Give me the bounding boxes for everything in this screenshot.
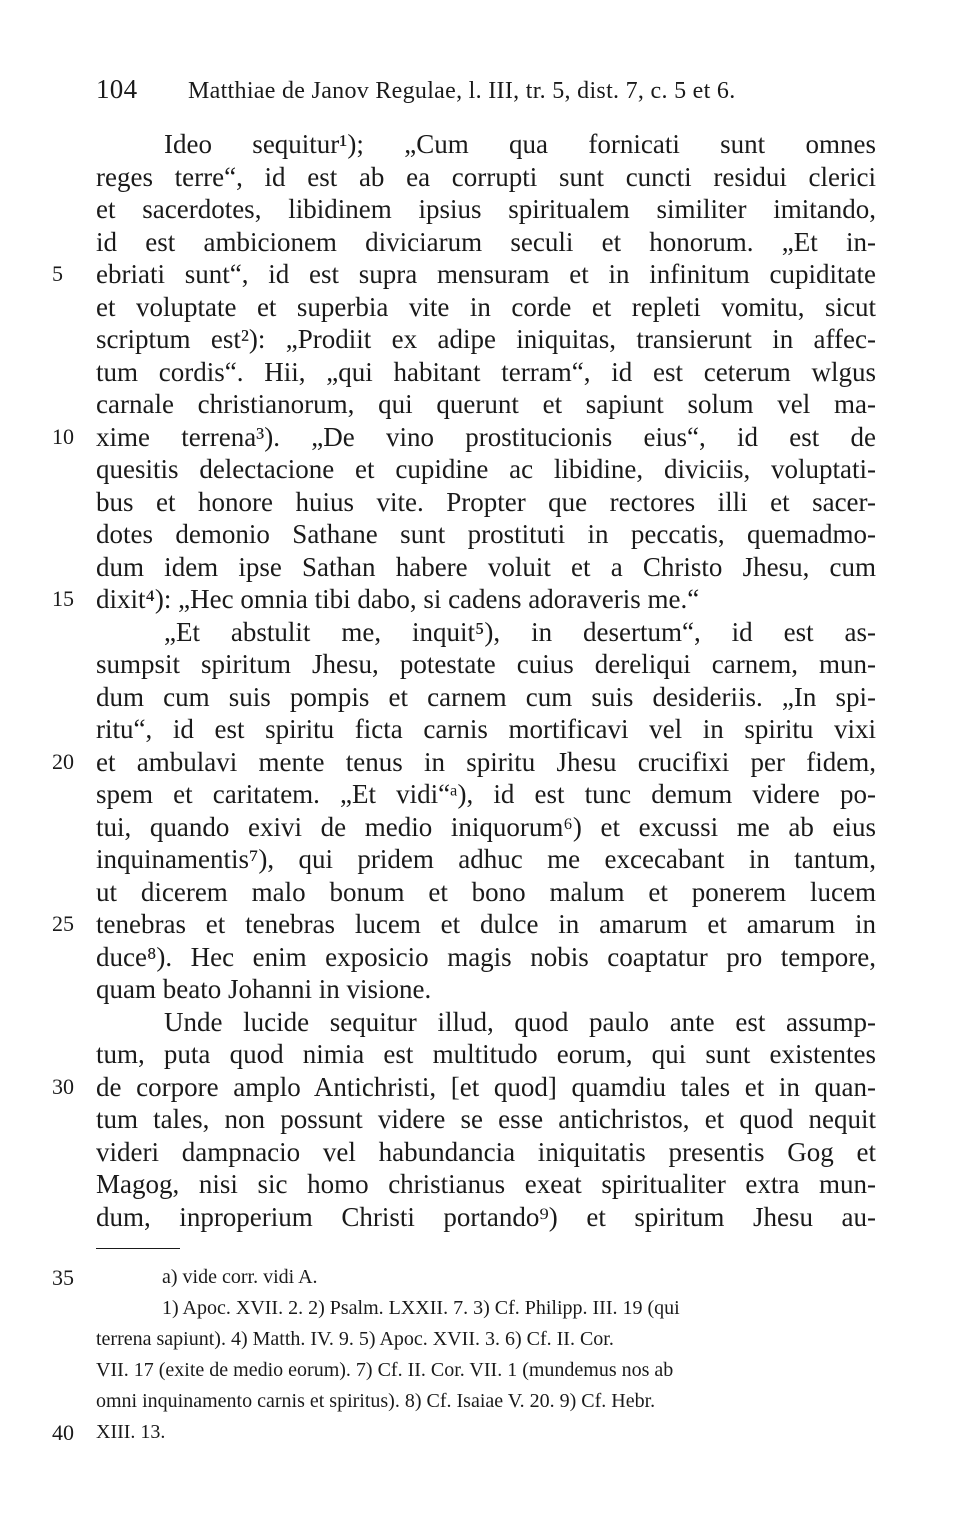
text-line: spem et caritatem. „Et vidi“ᵃ), id est tunc demum videre po- (96, 779, 876, 809)
text-line: scriptum est²): „Prodiit ex adipe iniquitas, transierunt in affec- (96, 324, 876, 354)
page-number: 104 (96, 74, 138, 104)
text-line: et sacerdotes, libidinem ipsius spiritualem similiter imitando, (96, 194, 876, 224)
text-line: dixit⁴): „Hec omnia tibi dabo, si cadens adoraveris me.“ (96, 584, 700, 614)
footnote-line: 1) Apoc. XVII. 2. 2) Psalm. LXXII. 7. 3) Cf. Philipp. III. 19 (qui (162, 1297, 680, 1319)
text-line: ut dicerem malo bonum et bono malum et ponerem lucem (96, 876, 876, 907)
footnote-line: terrena sapiunt). 4) Matth. IV. 9. 5) Apoc. XVII. 3. 6) Cf. II. Cor. (96, 1328, 614, 1350)
footnote-line: XIII. 13. (96, 1421, 166, 1443)
text-line: reges terre“, id est ab ea corrupti sunt cuncti residui clerici (96, 161, 876, 192)
text-line: dum cum suis pompis et carnem cum suis desideriis. „In spi- (96, 681, 876, 712)
critical-note-text: a) vide corr. vidi A. (162, 1266, 318, 1288)
line-number: 20 (52, 748, 74, 774)
text-line: tum tales, non possunt videre se esse antichristos, et quod nequit (96, 1104, 876, 1134)
text-line: ritu“, id est spiritu ficta carnis mortificavi vel in spiritu vixi (96, 714, 876, 744)
text-line: et ambulavi mente tenus in spiritu Jhesu crucifixi per fidem, (96, 746, 876, 777)
text-line: id est ambicionem diviciarum seculi et honorum. „Et in- (96, 226, 876, 257)
line-number: 5 (52, 261, 63, 286)
footnote-line: VII. 17 (exite de medio eorum). 7) Cf. II. Cor. VII. 1 (mundemus nos ab (96, 1359, 674, 1381)
line-number: 15 (52, 586, 74, 611)
text-line-numbered (52, 583, 876, 616)
text-line: tum cordis“. Hii, „qui habitant terram“, id est ceterum wlgus (96, 356, 876, 387)
text-line: bus et honore huius vite. Propter que rectores illi et sacer- (96, 486, 876, 517)
text-line: „Et abstulit me, inquit⁵), in desertum“, id est as- (164, 616, 876, 647)
text-line: ebriati sunt“, id est supra mensuram et in infinitum cupiditate (96, 259, 876, 289)
line-number: 40 (52, 1420, 74, 1445)
critical-apparatus-note (52, 1262, 876, 1293)
text-line: xime terrena³). „De vino prostitucionis eius“, id est de (96, 421, 876, 452)
line-number: 30 (52, 1073, 74, 1099)
text-line: tenebras et tenebras lucem et dulce in amarum et amarum in (96, 909, 876, 939)
text-line: inquinamentis⁷), qui pridem adhuc me excecabant in tantum, (96, 844, 876, 874)
text-line-numbered (52, 908, 876, 941)
text-line: de corpore amplo Antichristi, [et quod] quamdiu tales et in quan- (96, 1071, 876, 1102)
text-line: Unde lucide sequitur illud, quod paulo ante est assump- (164, 1006, 876, 1037)
line-number: 35 (52, 1265, 74, 1290)
text-line-numbered (52, 421, 876, 454)
text-line-numbered (52, 746, 876, 779)
text-line: sumpsit spiritum Jhesu, potestate cuius dereliqui carnem, mun- (96, 649, 876, 679)
running-title: Matthiae de Janov Regulae, l. III, tr. 5, dist. 7, c. 5 et 6. (188, 78, 736, 104)
text-line: dum idem ipse Sathan habere voluit et a Christo Jhesu, cum (96, 551, 876, 582)
text-line: dotes demonio Sathane sunt prostituti in peccatis, quemadmo- (96, 519, 876, 549)
text-line: videri dampnacio vel habundancia iniquitatis presentis Gog et (96, 1136, 876, 1167)
text-line: carnale christianorum, qui querunt et sapiunt solum vel ma- (96, 389, 876, 419)
text-line: quesitis delectacione et cupidine ac libidine, diviciis, voluptati- (96, 454, 876, 484)
line-number: 10 (52, 423, 74, 449)
text-line: et voluptate et superbia vite in corde et repleti vomitu, sicut (96, 291, 876, 322)
text-line: tui, quando exivi de medio iniquorum⁶) et excussi me ab eius (96, 811, 876, 842)
text-line-numbered (52, 258, 876, 291)
text-line: Ideo sequitur¹); „Cum qua fornicati sunt omnes (164, 129, 876, 159)
text-line: quam beato Johanni in visione. (96, 974, 432, 1004)
text-line: duce⁸). Hec enim exposicio magis nobis coaptatur pro tempore, (96, 941, 876, 972)
line-number: 25 (52, 911, 74, 936)
text-line: tum, puta quod nimia est multitudo eorum, qui sunt existentes (96, 1039, 876, 1069)
footnote-separator (96, 1248, 180, 1249)
text-line-numbered (52, 1071, 876, 1104)
footnotes (52, 1262, 876, 1448)
footnote-line: omni inquinamento carnis et spiritus). 8) Cf. Isaiae V. 20. 9) Cf. Hebr. (96, 1390, 656, 1412)
footnote-line-numbered (52, 1417, 876, 1448)
main-text (52, 128, 876, 1233)
text-line: dum, inproperium Christi portando⁹) et spiritum Jhesu au- (96, 1201, 876, 1232)
running-header (96, 74, 876, 105)
text-line: Magog, nisi sic homo christianus exeat spiritualiter extra mun- (96, 1169, 876, 1199)
